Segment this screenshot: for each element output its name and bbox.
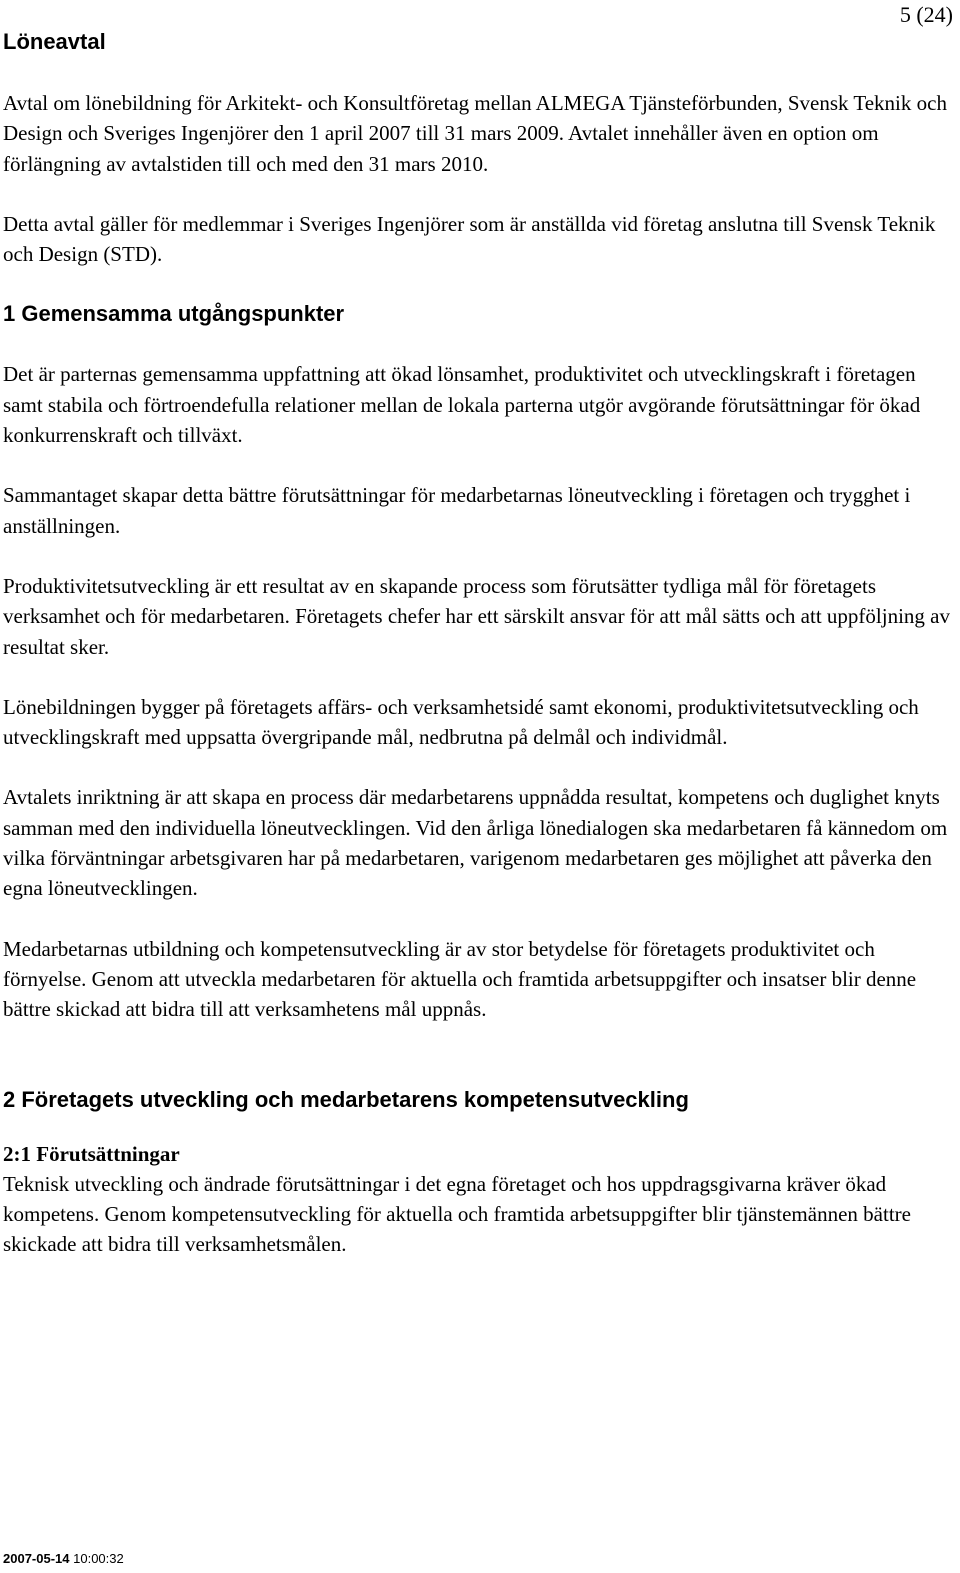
- footer-date: 2007-05-14: [3, 1551, 70, 1566]
- footer-timestamp: [3, 1549, 124, 1569]
- section-1-paragraph-2: Sammantaget skapar detta bättre förutsättningar för medarbetarnas löneutveckling i företagen och trygghet i anställningen.: [3, 483, 911, 538]
- intro-paragraph-2: Detta avtal gäller för medlemmar i Sveriges Ingenjörer som är anställda vid företag anslutna till Svensk Teknik och Design (STD).: [3, 211, 936, 267]
- section-1-paragraph-6: Medarbetarnas utbildning och kompetensutveckling är av stor betydelse för företagets produktivitet och förnyelse. Genom att utveckla medarbetaren för aktuella och framtida arbetsuppgifter och insatser blir denne bättre skickad att bidra till att verksamhetens mål uppnås.: [3, 936, 917, 1022]
- subsection-2-1-text: Teknisk utveckling och ändrade förutsättningar i det egna företaget och hos uppdragsgivarna kräver ökad kompetens. Genom kompetensutveckling för aktuella och framtida arbetsuppgifter blir tjänstemännen bättre skickade att bidra till verksamhetsmålen.: [3, 1171, 911, 1257]
- document-title: Löneavtal: [3, 29, 106, 54]
- subsection-2-1-heading: 2:1 Förutsättningar: [3, 1141, 180, 1166]
- page-number: 5 (24): [899, 2, 953, 27]
- section-1-paragraph-5: Avtalets inriktning är att skapa en process där medarbetarens uppnådda resultat, kompetens och duglighet knyts samman med den individuella löneutvecklingen. Vid den årliga lönedialogen ska medarbetaren få kännedom om vilka förväntningar arbetsgivaren har på medarbetaren, varigenom medarbetaren ges möjlighet att påverka den egna löneutvecklingen.: [3, 785, 948, 901]
- intro-paragraph-1: Avtal om lönebildning för Arkitekt- och Konsultföretag mellan ALMEGA Tjänsteförbunden, Svensk Teknik och Design och Sveriges Ingenjörer den 1 april 2007 till 31 mars 2009. Avtalet innehåller även en option om förlängning av avtalstiden till och med den 31 mars 2010.: [3, 91, 947, 176]
- section-1-heading: 1 Gemensamma utgångspunkter: [3, 301, 345, 327]
- section-1-paragraph-4: Lönebildningen bygger på företagets affärs- och verksamhetsidé samt ekonomi, produktivitetsutveckling och utvecklingskraft med uppsatta övergripande mål, nedbrutna på delmål och individmål.: [3, 694, 919, 750]
- document-body: [3, 88, 953, 1289]
- section-1-paragraph-1: Det är parternas gemensamma uppfattning att ökad lönsamhet, produktivitet och utvecklingskraft i företagen samt stabila och förtroendefulla relationer mellan de lokala parterna utgör avgörande förutsättningar för ökad konkurrenskraft och tillväxt.: [3, 362, 921, 448]
- section-2-heading: 2 Företagets utveckling och medarbetarens kompetensutveckling: [3, 1086, 689, 1112]
- section-1-paragraph-3: Produktivitetsutveckling är ett resultat av en skapande process som förutsätter tydliga mål för företagets verksamhet och för medarbetaren. Företagets chefer har ett särskilt ansvar för att mål sätts och att uppföljning av resultat sker.: [3, 573, 950, 659]
- footer-time: 10:00:32: [73, 1551, 124, 1566]
